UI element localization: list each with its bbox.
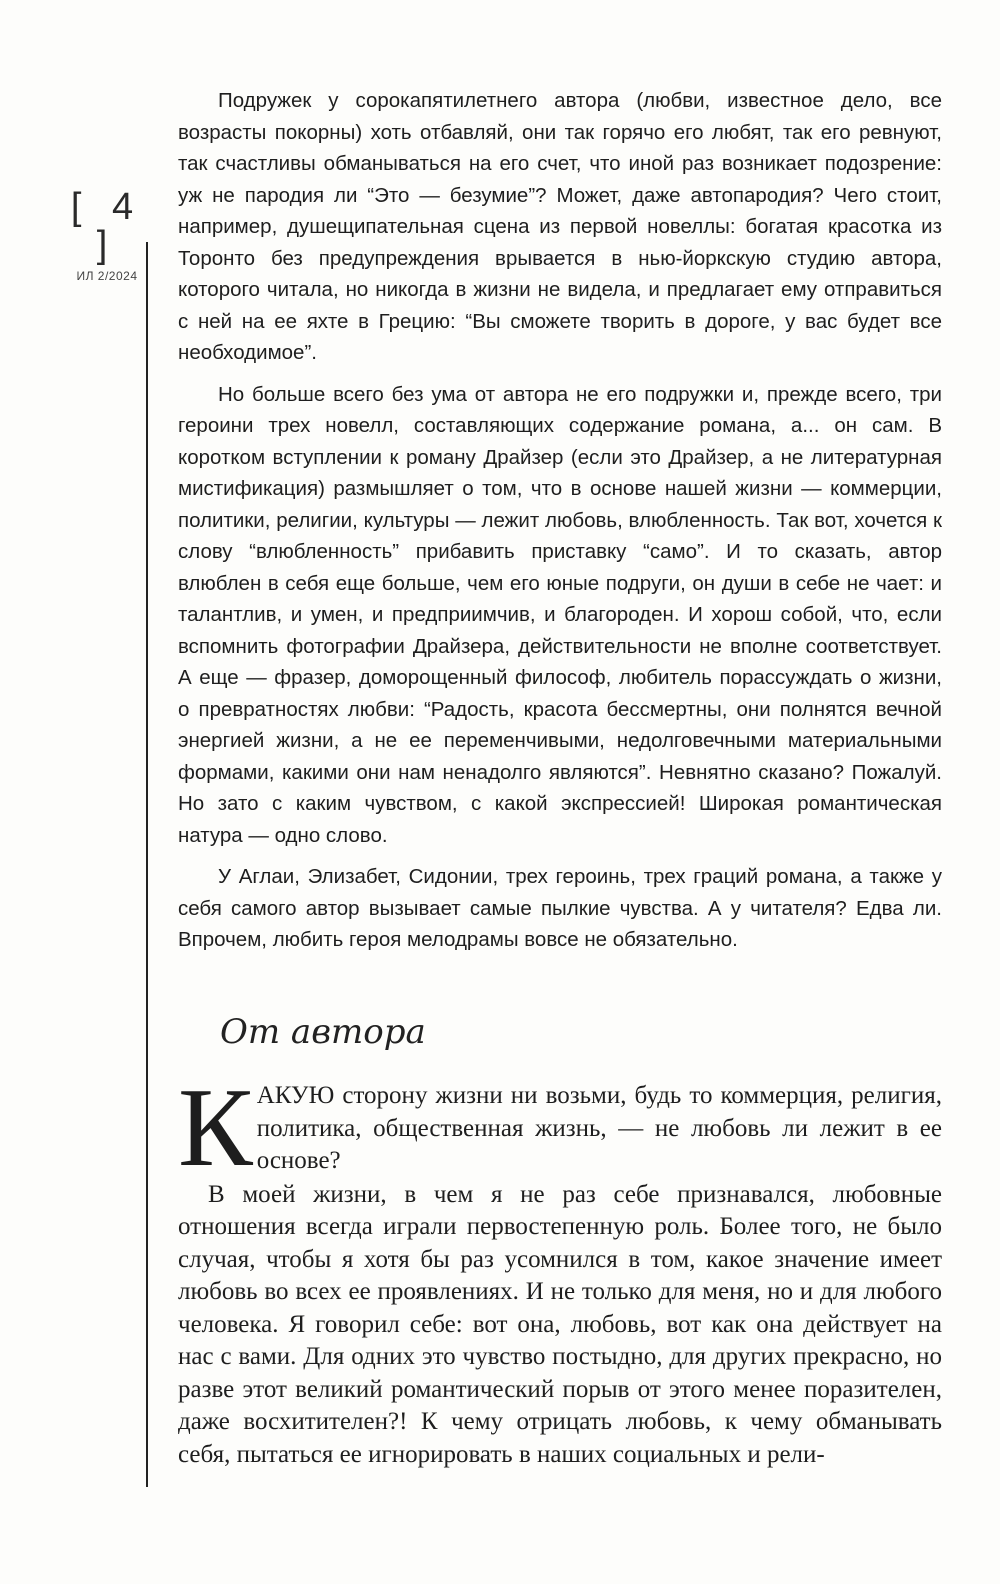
intro-paragraph: Подружек у сорокапятилетнего автора (любви, известное дело, все возрасты покорны) хоть отбавляй, они так горячо его любят, так его ревнуют, так счастливы обманываться на его счет, что иной раз возникает подозрение: уж не пародия ли “Это — безумие”? Может, даже автопародия? Чего стоит, например, душещипательная сцена из первой новеллы: богатая красотка из Торонто без предупреждения врывается в нью-йоркскую студию автора, которого читала, но никогда в жизни не видела, и предлагает ему отправиться с ней на ее яхте в Грецию: “Вы сможете творить в дороге, у вас будет все необходимое”.	[178, 89, 942, 364]
preface-paragraph: В моей жизни, в чем я не раз себе признавался, любовные отношения всегда играли первостепенную роль. Более того, не было случая, чтобы я хотя бы раз усомнился в том, какое значение имеет любовь во всех ее проявлениях. И не только для меня, но и для любого человека. Я говорил себе: вот она, любовь, вот как она действует на нас с вами. Для одних это чувство постыдно, для других прекрасно, но разве этот великий романтический порыв от этого менее поразителен, даже восхитителен?! К чему отрицать любовь, к чему обманывать себя, пытаться ее игнорировать в наших социальных и рели-	[178, 1180, 942, 1468]
intro-text	[178, 85, 942, 966]
section-title: От автора	[220, 1012, 426, 1052]
page-number: [ 4 ]	[70, 186, 144, 266]
intro-paragraph: Но больше всего без ума от автора не его подружки и, прежде всего, три героини трех новелл, составляющих содержание романа, а... он сам. В коротком вступлении к роману Драйзер (если это Драйзер, а не литературная мистификация) размышляет о том, что в основе нашей жизни — коммерции, политики, религии, культуры — лежит любовь, влюбленность. Так вот, хочется к слову “влюбленность” прибавить приставку “само”. И то сказать, автор влюблен в себя еще больше, чем его юные подруги, он души в себе не чает: и талантлив, и умен, и предприимчив, и благороден. И хорош собой, что, если вспомнить фотографии Драйзера, действительности не вполне соответствует. А еще — фразер, доморощенный философ, любитель порассуждать о жизни, о превратностях любви: “Радость, красота бессмертны, они полнятся вечной энергией жизни, а не ее переменчивыми, недолговечными материальными формами, какими они нам ненадолго являются”. Невнятно сказано? Пожалуй. Но зато с каким чувством, с какой экспрессией! Широкая романтическая натура — одно слово.	[178, 382, 942, 847]
author-preface	[178, 1066, 942, 1472]
intro-paragraph: У Аглаи, Элизабет, Сидонии, трех героинь, трех граций романа, а также у себя самого автор вызывает самые пылкие чувства. А у читателя? Едва ли. Впрочем, любить героя мелодрамы вовсе не обязательно.	[178, 865, 942, 951]
preface-paragraph	[178, 1066, 942, 1190]
vertical-rule	[146, 242, 148, 1487]
dropcap: К	[178, 1066, 253, 1190]
preface-first-text: АКУЮ сторону жизни ни возьми, будь то коммерция, религия, политика, общественная жизнь, — не любовь ли лежит в ее основе?	[256, 1082, 942, 1174]
page-margin	[62, 188, 152, 283]
issue-label: ИЛ 2/2024	[76, 269, 138, 283]
